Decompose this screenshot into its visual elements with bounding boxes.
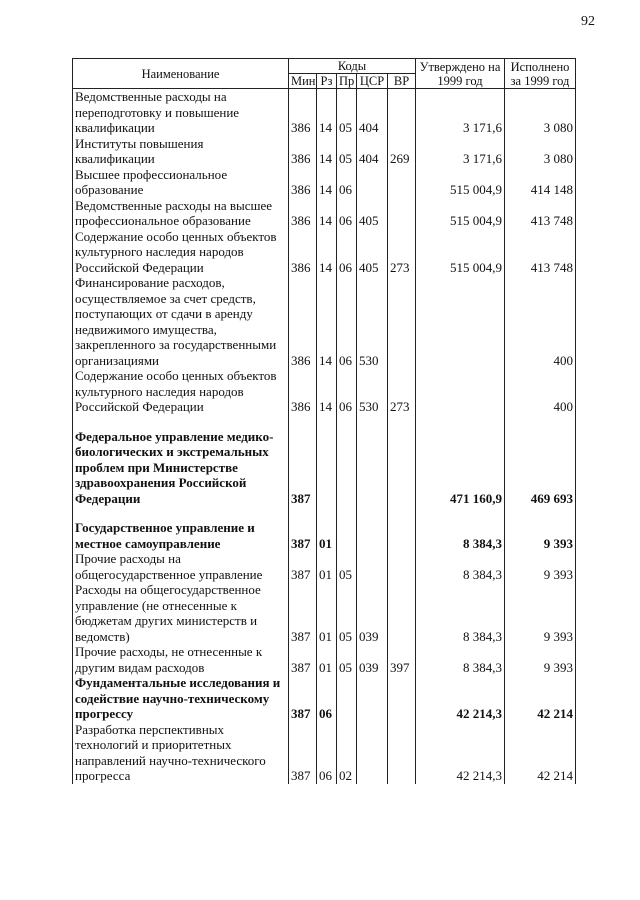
row-vr bbox=[388, 582, 416, 644]
row-min: 386 bbox=[289, 368, 317, 415]
row-rz: 01 bbox=[317, 582, 337, 644]
row-name: Расходы на общегосударственное управление (не отнесенные к бюджетам других министерств и ведомств) bbox=[73, 582, 289, 644]
row-executed: 400 bbox=[505, 275, 576, 368]
row-executed: 42 214 bbox=[505, 675, 576, 722]
spacer-cell bbox=[505, 415, 576, 429]
row-pr: 05 bbox=[337, 551, 357, 582]
row-approved: 8 384,3 bbox=[416, 582, 505, 644]
row-approved: 8 384,3 bbox=[416, 551, 505, 582]
row-pr: 06 bbox=[337, 198, 357, 229]
row-name: Содержание особо ценных объектов культурного наследия народов Российской Федерации bbox=[73, 229, 289, 276]
header-rz: Рз bbox=[317, 74, 337, 89]
spacer-cell bbox=[73, 506, 289, 520]
row-name: Государственное управление и местное самоуправление bbox=[73, 520, 289, 551]
row-csr: 404 bbox=[357, 136, 388, 167]
row-csr: 405 bbox=[357, 198, 388, 229]
row-approved: 42 214,3 bbox=[416, 675, 505, 722]
table-row bbox=[73, 675, 576, 722]
row-rz: 14 bbox=[317, 229, 337, 276]
row-vr: 397 bbox=[388, 644, 416, 675]
row-name: Прочие расходы, не отнесенные к другим видам расходов bbox=[73, 644, 289, 675]
table-row bbox=[73, 644, 576, 675]
budget-table bbox=[72, 58, 576, 784]
table-row bbox=[73, 520, 576, 551]
row-approved: 515 004,9 bbox=[416, 229, 505, 276]
row-executed: 3 080 bbox=[505, 136, 576, 167]
row-pr: 06 bbox=[337, 368, 357, 415]
row-rz: 14 bbox=[317, 275, 337, 368]
row-rz: 14 bbox=[317, 167, 337, 198]
row-pr: 06 bbox=[337, 275, 357, 368]
table-row bbox=[73, 198, 576, 229]
row-approved bbox=[416, 368, 505, 415]
row-vr: 273 bbox=[388, 229, 416, 276]
row-min: 387 bbox=[289, 675, 317, 722]
row-pr: 05 bbox=[337, 136, 357, 167]
spacer-cell bbox=[337, 415, 357, 429]
row-vr bbox=[388, 275, 416, 368]
spacer-cell bbox=[388, 506, 416, 520]
row-rz: 14 bbox=[317, 368, 337, 415]
row-vr bbox=[388, 551, 416, 582]
row-min: 387 bbox=[289, 722, 317, 784]
row-csr: 039 bbox=[357, 644, 388, 675]
row-pr: 05 bbox=[337, 644, 357, 675]
row-executed: 413 748 bbox=[505, 198, 576, 229]
row-csr bbox=[357, 675, 388, 722]
row-approved: 42 214,3 bbox=[416, 722, 505, 784]
row-executed: 469 693 bbox=[505, 429, 576, 507]
row-rz: 14 bbox=[317, 136, 337, 167]
header-codes: Коды bbox=[289, 59, 416, 74]
row-pr bbox=[337, 675, 357, 722]
row-min: 386 bbox=[289, 198, 317, 229]
row-pr: 06 bbox=[337, 229, 357, 276]
spacer-cell bbox=[357, 415, 388, 429]
spacer-cell bbox=[289, 506, 317, 520]
row-rz bbox=[317, 429, 337, 507]
row-approved bbox=[416, 275, 505, 368]
row-vr bbox=[388, 89, 416, 136]
header-pr: Пр bbox=[337, 74, 357, 89]
row-min: 387 bbox=[289, 520, 317, 551]
spacer-row bbox=[73, 415, 576, 429]
row-pr: 05 bbox=[337, 89, 357, 136]
row-rz: 01 bbox=[317, 520, 337, 551]
row-csr bbox=[357, 722, 388, 784]
table-row bbox=[73, 89, 576, 136]
row-executed: 9 393 bbox=[505, 551, 576, 582]
table-row bbox=[73, 551, 576, 582]
row-csr: 039 bbox=[357, 582, 388, 644]
table-row bbox=[73, 136, 576, 167]
row-name: Прочие расходы на общегосударственное управление bbox=[73, 551, 289, 582]
row-min: 387 bbox=[289, 582, 317, 644]
spacer-cell bbox=[289, 415, 317, 429]
table-row bbox=[73, 582, 576, 644]
row-vr bbox=[388, 722, 416, 784]
header-vr: ВР bbox=[388, 74, 416, 89]
row-csr bbox=[357, 167, 388, 198]
row-name: Ведомственные расходы на переподготовку и повышение квалификации bbox=[73, 89, 289, 136]
page-number: 92 bbox=[581, 14, 595, 29]
table-row bbox=[73, 429, 576, 507]
spacer-cell bbox=[505, 506, 576, 520]
row-executed: 400 bbox=[505, 368, 576, 415]
row-name: Финансирование расходов, осуществляемое за счет средств, поступающих от сдачи в аренду недвижимого имущества, закрепленного за государственными организациями bbox=[73, 275, 289, 368]
row-vr bbox=[388, 167, 416, 198]
row-name: Ведомственные расходы на высшее профессиональное образование bbox=[73, 198, 289, 229]
spacer-row bbox=[73, 506, 576, 520]
row-vr: 269 bbox=[388, 136, 416, 167]
row-min: 386 bbox=[289, 136, 317, 167]
row-min: 387 bbox=[289, 551, 317, 582]
row-executed: 9 393 bbox=[505, 582, 576, 644]
row-rz: 14 bbox=[317, 89, 337, 136]
table-body bbox=[73, 89, 576, 784]
row-csr: 530 bbox=[357, 275, 388, 368]
table-row bbox=[73, 229, 576, 276]
row-name: Фундаментальные исследования и содействие научно-техническому прогрессу bbox=[73, 675, 289, 722]
table-row bbox=[73, 275, 576, 368]
row-pr: 06 bbox=[337, 167, 357, 198]
row-rz: 01 bbox=[317, 644, 337, 675]
row-min: 386 bbox=[289, 275, 317, 368]
row-approved: 515 004,9 bbox=[416, 167, 505, 198]
row-vr: 273 bbox=[388, 368, 416, 415]
spacer-cell bbox=[73, 415, 289, 429]
header-row-top bbox=[73, 59, 576, 74]
table-row bbox=[73, 167, 576, 198]
table-row bbox=[73, 368, 576, 415]
row-approved: 8 384,3 bbox=[416, 644, 505, 675]
row-csr: 404 bbox=[357, 89, 388, 136]
spacer-cell bbox=[388, 415, 416, 429]
row-min: 386 bbox=[289, 229, 317, 276]
row-executed: 3 080 bbox=[505, 89, 576, 136]
row-name: Институты повышения квалификации bbox=[73, 136, 289, 167]
spacer-cell bbox=[317, 415, 337, 429]
spacer-cell bbox=[416, 415, 505, 429]
row-approved: 3 171,6 bbox=[416, 136, 505, 167]
row-rz: 01 bbox=[317, 551, 337, 582]
row-approved: 471 160,9 bbox=[416, 429, 505, 507]
row-vr bbox=[388, 198, 416, 229]
row-pr: 02 bbox=[337, 722, 357, 784]
row-rz: 06 bbox=[317, 675, 337, 722]
spacer-cell bbox=[416, 506, 505, 520]
spacer-cell bbox=[317, 506, 337, 520]
row-executed: 413 748 bbox=[505, 229, 576, 276]
spacer-cell bbox=[357, 506, 388, 520]
row-rz: 14 bbox=[317, 198, 337, 229]
row-min: 387 bbox=[289, 644, 317, 675]
spacer-cell bbox=[337, 506, 357, 520]
header-executed: Исполнено за 1999 год bbox=[505, 59, 576, 89]
row-min: 386 bbox=[289, 89, 317, 136]
row-csr bbox=[357, 551, 388, 582]
row-approved: 8 384,3 bbox=[416, 520, 505, 551]
row-approved: 3 171,6 bbox=[416, 89, 505, 136]
row-csr bbox=[357, 429, 388, 507]
row-name: Разработка перспективных технологий и приоритетных направлений научно-технического прогресса bbox=[73, 722, 289, 784]
row-csr bbox=[357, 520, 388, 551]
row-pr bbox=[337, 429, 357, 507]
header-name: Наименование bbox=[73, 59, 289, 89]
row-name: Содержание особо ценных объектов культурного наследия народов Российской Федерации bbox=[73, 368, 289, 415]
row-vr bbox=[388, 429, 416, 507]
row-vr bbox=[388, 520, 416, 551]
header-csr: ЦСР bbox=[357, 74, 388, 89]
header-min: Мин bbox=[289, 74, 317, 89]
row-executed: 9 393 bbox=[505, 520, 576, 551]
row-executed: 9 393 bbox=[505, 644, 576, 675]
row-pr bbox=[337, 520, 357, 551]
row-executed: 42 214 bbox=[505, 722, 576, 784]
row-executed: 414 148 bbox=[505, 167, 576, 198]
row-name: Высшее профессиональное образование bbox=[73, 167, 289, 198]
header-approved: Утверждено на 1999 год bbox=[416, 59, 505, 89]
table-row bbox=[73, 722, 576, 784]
row-min: 387 bbox=[289, 429, 317, 507]
row-vr bbox=[388, 675, 416, 722]
row-min: 386 bbox=[289, 167, 317, 198]
row-rz: 06 bbox=[317, 722, 337, 784]
row-csr: 530 bbox=[357, 368, 388, 415]
row-pr: 05 bbox=[337, 582, 357, 644]
row-name: Федеральное управление медико-биологических и экстремальных проблем при Министерстве здравоохранения Российской Федерации bbox=[73, 429, 289, 507]
row-csr: 405 bbox=[357, 229, 388, 276]
row-approved: 515 004,9 bbox=[416, 198, 505, 229]
